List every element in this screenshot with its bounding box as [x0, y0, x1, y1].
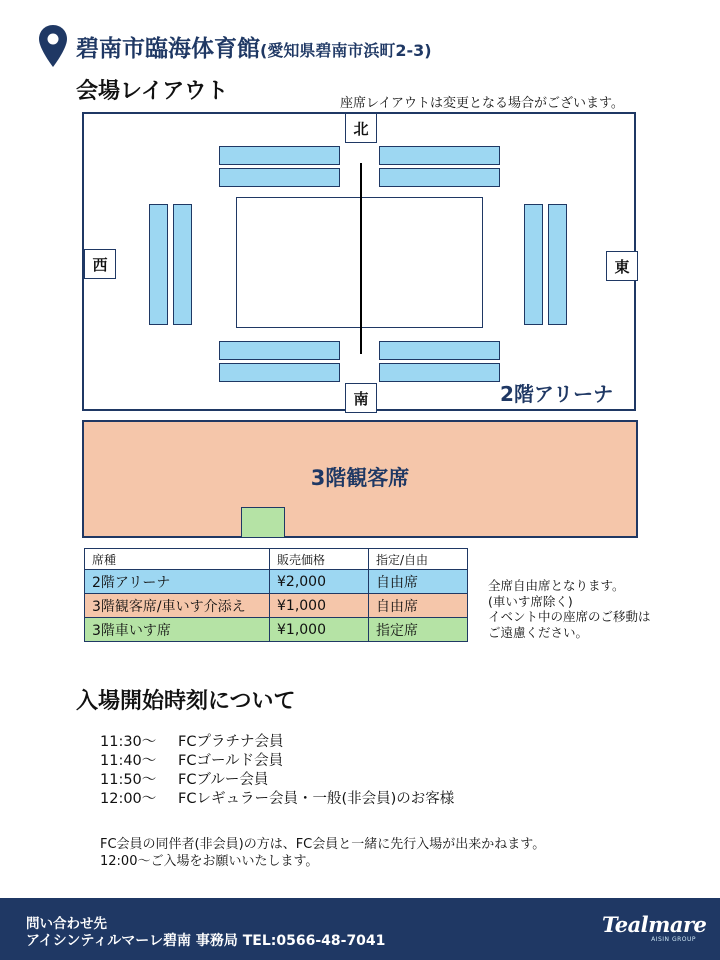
direction-west: 西	[84, 249, 116, 279]
stands-3f	[82, 420, 638, 538]
seat-type: 2階アリーナ	[85, 570, 270, 594]
layout-title: 会場レイアウト	[76, 79, 229, 104]
seat-block	[524, 204, 543, 325]
seat-type: 3階観客席/車いす介添え	[85, 594, 270, 618]
seat-block	[379, 363, 500, 382]
schedule-row	[100, 752, 454, 771]
schedule-row	[100, 771, 454, 790]
note-line: FC会員の同伴者(非会員)の方は、FC会員と一緒に先行入場が出来かねます。	[100, 837, 546, 852]
direction-east: 東	[606, 251, 638, 281]
seat-block	[379, 146, 500, 165]
entry-title: 入場開始時刻について	[76, 689, 296, 714]
venue-name: 碧南市臨海体育館	[76, 36, 260, 62]
note-line: 全席自由席となります。	[488, 578, 625, 593]
team-logo	[600, 912, 707, 946]
seat-block	[219, 341, 340, 360]
note-line: (車いす席除く)	[488, 593, 573, 609]
note-line: ご遠慮ください。	[488, 624, 589, 640]
layout-note: 座席レイアウトは変更となる場合がございます。	[340, 96, 624, 111]
stands-label: 3階観客席	[310, 466, 410, 490]
seat-kind: 指定席	[369, 618, 468, 642]
note-line: 12:00〜ご入場をお願いいたします。	[100, 854, 319, 869]
logo-subtext: AISIN GROUP	[651, 936, 696, 943]
table-row	[85, 618, 468, 642]
seat-block	[379, 341, 500, 360]
schedule-row	[100, 790, 454, 809]
seat-block	[219, 168, 340, 187]
venue-title	[76, 30, 432, 63]
companion-note	[100, 836, 545, 870]
logo-wordmark: Tealmare	[602, 912, 707, 937]
table-header-cell: 指定/自由	[369, 549, 468, 570]
schedule-time: 11:50〜	[100, 772, 157, 788]
schedule-time: 12:00〜	[100, 791, 157, 807]
seat-block	[149, 204, 168, 325]
schedule-time: 11:40〜	[100, 753, 157, 769]
map-pin-icon	[38, 24, 68, 68]
seat-price: ¥1,000	[270, 594, 369, 618]
arena-label: 2階アリーナ	[500, 382, 614, 406]
court-center-line	[360, 163, 362, 354]
venue-address: (愛知県碧南市浜町2-3)	[260, 41, 432, 60]
seating-note	[488, 578, 651, 640]
schedule-time: 11:30〜	[100, 734, 157, 750]
wheelchair-area	[241, 507, 285, 538]
schedule-row	[100, 733, 454, 752]
footer	[0, 898, 720, 960]
direction-south: 南	[345, 383, 377, 413]
seat-type: 3階車いす席	[85, 618, 270, 642]
table-row	[85, 594, 468, 618]
contact-info: アイシンティルマーレ碧南 事務局 TEL:0566-48-7041	[26, 933, 386, 949]
entry-schedule	[100, 733, 454, 809]
seat-block	[548, 204, 567, 325]
schedule-group: FCプラチナ会員	[178, 734, 284, 750]
seat-block	[379, 168, 500, 187]
seat-kind: 自由席	[369, 594, 468, 618]
note-line: イベント中の座席のご移動は	[488, 609, 651, 624]
table-header-row	[85, 549, 468, 570]
seat-block	[173, 204, 192, 325]
table-header-cell: 席種	[85, 549, 270, 570]
seat-block	[219, 146, 340, 165]
direction-north: 北	[345, 113, 377, 143]
table-row	[85, 570, 468, 594]
schedule-group: FCブルー会員	[178, 772, 269, 788]
seat-block	[219, 363, 340, 382]
seat-price: ¥2,000	[270, 570, 369, 594]
table-header-cell: 販売価格	[270, 549, 369, 570]
schedule-group: FCレギュラー会員・一般(非会員)のお客様	[178, 791, 455, 807]
seat-price: ¥1,000	[270, 618, 369, 642]
seat-kind: 自由席	[369, 570, 468, 594]
schedule-group: FCゴールド会員	[178, 753, 284, 769]
contact-label: 問い合わせ先	[26, 916, 107, 932]
price-table	[84, 548, 468, 642]
